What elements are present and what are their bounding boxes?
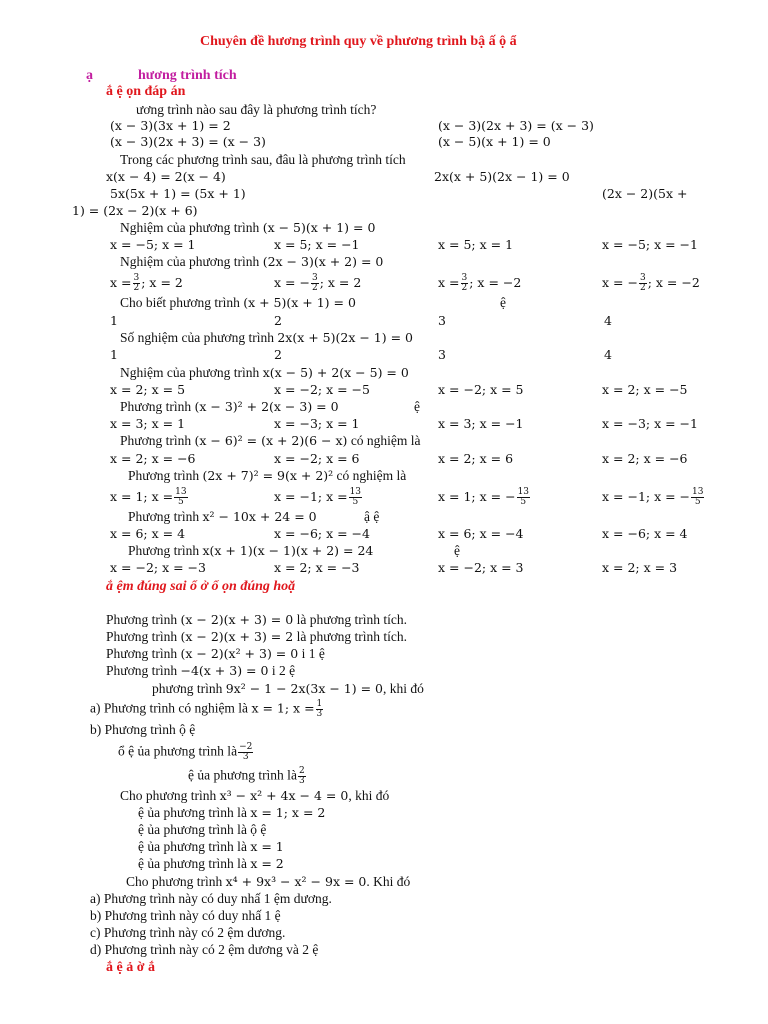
q9-option-d: x = 2; x = −6 (602, 451, 688, 466)
q10-stem (128, 468, 406, 484)
q9-stem-math: (x − 6)² = (x + 2)(6 − x) (194, 433, 348, 448)
tf-problem-2-d: ệ ủa phương trình là $\frac{2}{3}$ (188, 766, 305, 786)
q11-stem-math: x² − 10x + 24 = 0 (202, 509, 317, 524)
q5-stem-tail: ệ (500, 295, 506, 310)
tf-problem-2-a: a) Phương trình có nghiệm là x = 1; x = $\frac{1}{3}$ (90, 699, 323, 719)
q12-stem (128, 543, 373, 559)
q10-option-a: x = 1; x = $\frac{13}{5}$ (110, 487, 187, 507)
q2-option-a: x(x − 4) = 2(x − 4) (106, 169, 226, 184)
tf-problem-2-c: ổ ệ ủa phương trình là $\frac{-2}{3}$ (118, 742, 253, 762)
q9-stem-tail: có nghiệm là (350, 433, 421, 448)
tf-statement-4: Phương trình −4(x + 3) = 0 i 2 ệ (106, 663, 296, 678)
q11-option-d: x = −6; x = 4 (602, 526, 688, 541)
q3-stem-math: (x − 5)(x + 1) = 0 (262, 220, 376, 235)
q6-option-d: 4 (604, 347, 612, 362)
q1-option-a: (x − 3)(3x + 1) = 2 (110, 118, 231, 133)
tf-statement-2: Phương trình (x − 2)(x + 3) = 2 là phương trình tích. (106, 629, 408, 644)
q8-stem-text: Phương trình (120, 399, 192, 414)
q12-option-d: x = 2; x = 3 (602, 560, 678, 575)
q12-option-c: x = −2; x = 3 (438, 560, 524, 575)
q11-option-b: x = −6; x = −4 (274, 526, 370, 541)
document-title: Chuyên đề hương trình quy về phương trình bậ ấ ộ ẩ (200, 34, 517, 49)
q3-option-a: x = −5; x = 1 (110, 237, 196, 252)
q7-stem-text: Nghiệm của phương trình (120, 365, 260, 380)
q7-stem-math: x(x − 5) + 2(x − 5) = 0 (262, 365, 409, 380)
q4-option-b: x = − $\frac{3}{2}$ ; x = 2 (274, 273, 362, 293)
q2-option-b: 2x(x + 5)(2x − 1) = 0 (434, 169, 570, 184)
q2-stem: Trong các phương trình sau, đâu là phương trình tích (120, 152, 406, 167)
fraction: $\frac{3}{2}$ (639, 273, 646, 293)
tf-problem-3-d: ệ ủa phương trình là x = 2 (138, 856, 284, 871)
q4-option-a: x = $\frac{3}{2}$ ; x = 2 (110, 273, 183, 293)
part-c-heading: ắ ệ ả ờ ắ (106, 960, 155, 975)
fraction: $\frac{1}{3}$ (316, 699, 323, 719)
q3-option-b: x = 5; x = −1 (274, 237, 360, 252)
q8-stem-tail: ệ (414, 399, 420, 414)
tf-problem-4-c: c) Phương trình này có 2 ệm dương. (90, 925, 286, 940)
q7-option-c: x = −2; x = 5 (438, 382, 524, 397)
q11-stem (128, 509, 317, 525)
q3-stem (120, 220, 375, 236)
tf-problem-4-a: a) Phương trình này có duy nhấ 1 ệm dương. (90, 891, 332, 906)
fraction: $\frac{13}{5}$ (349, 487, 362, 507)
q9-option-a: x = 2; x = −6 (110, 451, 196, 466)
fraction: $\frac{2}{3}$ (298, 766, 305, 786)
q9-option-b: x = −2; x = 6 (274, 451, 360, 466)
q5-option-a: 1 (110, 313, 118, 328)
q4-stem (120, 254, 383, 270)
q12-stem-text: Phương trình (128, 543, 200, 558)
fraction: $\frac{13}{5}$ (517, 487, 530, 507)
q11-stem-tail: ậ ệ (364, 509, 380, 524)
q10-stem-text: Phương trình (128, 468, 200, 483)
q8-stem-math: (x − 3)² + 2(x − 3) = 0 (194, 399, 339, 414)
tf-problem-2-b: b) Phương trình ộ ệ (90, 722, 196, 737)
q6-stem (120, 330, 413, 346)
q7-option-b: x = −2; x = −5 (274, 382, 370, 397)
q2-option-c: 5x(5x + 1) = (5x + 1) (110, 186, 246, 201)
tf-problem-3-b: ệ ủa phương trình là ộ ệ (138, 822, 267, 837)
q10-stem-math: (2x + 7)² = 9(x + 2)² (202, 468, 334, 483)
tf-problem-3-c: ệ ủa phương trình là x = 1 (138, 839, 284, 854)
tf-problem-4-b: b) Phương trình này có duy nhấ 1 ệ (90, 908, 281, 923)
section-topic: hương trình tích (138, 68, 237, 83)
q5-stem-math: (x + 5)(x + 1) = 0 (243, 295, 356, 310)
q5-option-b: 2 (274, 313, 282, 328)
q11-option-a: x = 6; x = 4 (110, 526, 186, 541)
tf-problem-4-stem: Cho phương trình x⁴ + 9x³ − x² − 9x = 0. Khi đó (126, 874, 411, 889)
q5-stem-text: Cho biết phương trình (120, 295, 240, 310)
q6-stem-text: Số nghiệm của phương trình (120, 330, 274, 345)
q8-option-c: x = 3; x = −1 (438, 416, 524, 431)
fraction: $\frac{3}{2}$ (133, 273, 140, 293)
q7-option-a: x = 2; x = 5 (110, 382, 186, 397)
q4-stem-math: (2x − 3)(x + 2) = 0 (262, 254, 384, 269)
q11-stem-text: Phương trình (128, 509, 200, 524)
fraction: $\frac{3}{2}$ (461, 273, 468, 293)
part-a-heading: ắ ệ ọn đáp án (106, 84, 186, 99)
fraction: $\frac{-2}{3}$ (239, 742, 253, 762)
q3-stem-text: Nghiệm của phương trình (120, 220, 260, 235)
tf-problem-3-a: ệ ủa phương trình là x = 1; x = 2 (138, 805, 326, 820)
q9-stem-text: Phương trình (120, 433, 192, 448)
q10-stem-tail: có nghiệm là (336, 468, 407, 483)
q5-option-c: 3 (438, 313, 446, 328)
q10-option-c: x = 1; x = − $\frac{13}{5}$ (438, 487, 530, 507)
q7-stem (120, 365, 409, 381)
q8-option-a: x = 3; x = 1 (110, 416, 186, 431)
q9-stem (120, 433, 421, 449)
fraction: $\frac{13}{5}$ (175, 487, 187, 507)
q10-option-b: x = −1; x = $\frac{13}{5}$ (274, 487, 362, 507)
fraction: $\frac{13}{5}$ (692, 487, 704, 507)
tf-problem-2-stem: phương trình 9x² − 1 − 2x(3x − 1) = 0, khi đó (152, 681, 424, 696)
q6-option-b: 2 (274, 347, 282, 362)
q12-stem-math: x(x + 1)(x − 1)(x + 2) = 24 (202, 543, 374, 558)
q1-option-d: (x − 5)(x + 1) = 0 (438, 134, 551, 149)
q1-option-c: (x − 3)(2x + 3) = (x − 3) (110, 134, 266, 149)
q4-option-c: x = $\frac{3}{2}$ ; x = −2 (438, 273, 522, 293)
q9-option-c: x = 2; x = 6 (438, 451, 514, 466)
q5-stem (120, 295, 356, 311)
fraction: $\frac{3}{2}$ (311, 273, 318, 293)
q6-option-a: 1 (110, 347, 118, 362)
q2-option-d-line1: (2x − 2)(5x + (602, 186, 688, 201)
q8-option-b: x = −3; x = 1 (274, 416, 360, 431)
q12-option-a: x = −2; x = −3 (110, 560, 206, 575)
q4-option-d: x = − $\frac{3}{2}$ ; x = −2 (602, 273, 700, 293)
q8-option-d: x = −3; x = −1 (602, 416, 698, 431)
tf-problem-4-d: d) Phương trình này có 2 ệm dương và 2 ệ (90, 942, 319, 957)
q12-option-b: x = 2; x = −3 (274, 560, 360, 575)
q3-option-d: x = −5; x = −1 (602, 237, 698, 252)
part-b-heading: ắ ệm đúng sai ổ ở ổ ọn đúng hoặ (106, 579, 296, 594)
q4-stem-text: Nghiệm của phương trình (120, 254, 260, 269)
q6-option-c: 3 (438, 347, 446, 362)
q7-option-d: x = 2; x = −5 (602, 382, 688, 397)
q12-stem-tail: ệ (454, 543, 460, 558)
q2-option-d-line2: 1) = (2x − 2)(x + 6) (72, 203, 198, 218)
tf-statement-3: Phương trình (x − 2)(x² + 3) = 0 i 1 ệ (106, 646, 325, 661)
q1-stem: ương trình nào sau đây là phương trình tích? (136, 102, 377, 117)
q3-option-c: x = 5; x = 1 (438, 237, 514, 252)
q1-option-b: (x − 3)(2x + 3) = (x − 3) (438, 118, 594, 133)
tf-problem-3-stem: Cho phương trình x³ − x² + 4x − 4 = 0, khi đó (120, 788, 390, 803)
q5-option-d: 4 (604, 313, 612, 328)
tf-statement-1: Phương trình (x − 2)(x + 3) = 0 là phương trình tích. (106, 612, 408, 627)
q10-option-d: x = −1; x = − $\frac{13}{5}$ (602, 487, 704, 507)
q8-stem (120, 399, 339, 415)
section-label: ạ (86, 68, 93, 83)
q6-stem-math: 2x(x + 5)(2x − 1) = 0 (277, 330, 414, 345)
q11-option-c: x = 6; x = −4 (438, 526, 524, 541)
